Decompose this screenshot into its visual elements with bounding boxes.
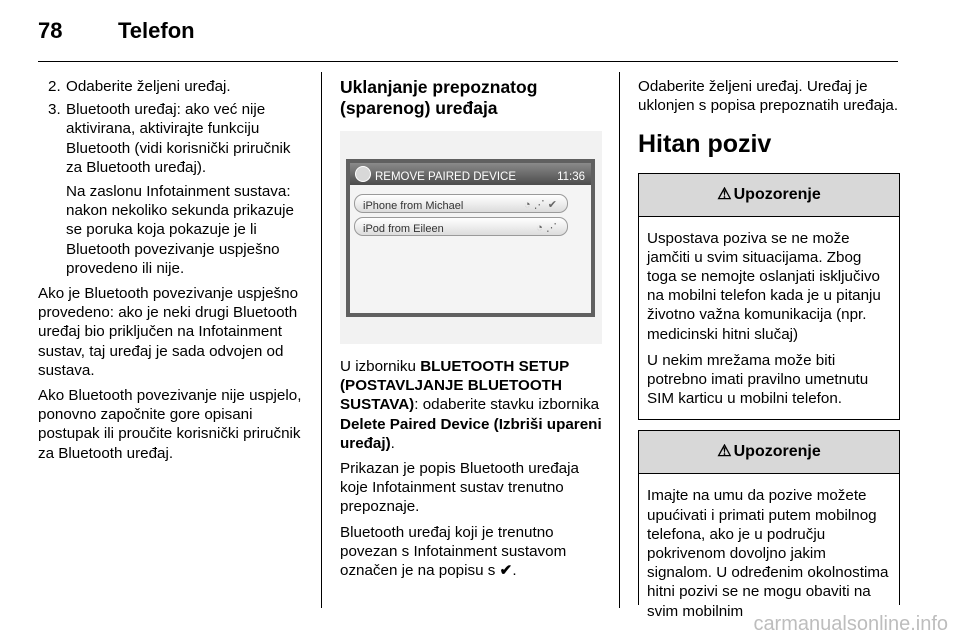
- warning-title: Upozorenje: [733, 443, 821, 461]
- paragraph: Prikazan je popis Bluetooth uređaja koje Infotainment sustav trenutno prepoznaje.: [340, 460, 579, 516]
- warning-title: Upozorenje: [733, 185, 821, 203]
- step-subtext: Na zaslonu Infotainment sustava: nakon nekoliko sekunda prikazuje se poruka koja pokazuje je li Bluetooth povezivanje uspješno provedeno ili nije.: [66, 183, 294, 277]
- infotainment-screen: [346, 159, 595, 317]
- menu-item-name: Delete Paired Device (Izbriši upareni uređaj): [340, 415, 602, 452]
- disc-icon: [355, 166, 371, 182]
- section-heading: Uklanjanje prepoznatog (sparenog) uređaja: [340, 77, 538, 118]
- screen-title-bar: [350, 163, 591, 185]
- device-row-iphone[interactable]: [354, 194, 568, 213]
- warning-box: [638, 173, 900, 421]
- warning-box: [638, 430, 900, 620]
- menu-name: BLUETOOTH SETUP (POSTAVLJANJE BLUETOOTH SUSTAVA): [340, 358, 569, 414]
- paragraph: Ako Bluetooth povezivanje nije uspjelo, ponovno započnite gore opisani postupak ili proučite korisnički priručnik za Bluetooth uređaj.: [38, 387, 302, 462]
- checkmark-icon: ✔: [499, 562, 513, 580]
- device-row-ipod[interactable]: [354, 217, 568, 236]
- warning-header: [639, 431, 899, 474]
- step-text: Odaberite željeni uređaj.: [66, 78, 231, 95]
- paragraph: Ako je Bluetooth povezivanje uspješno provedeno: ako je neki drugi Bluetooth uređaj bio priključen na Infotainment sustav, taj uređaj je sada odvojen od sustava.: [38, 285, 299, 379]
- step-item: [38, 77, 310, 96]
- paragraph: Bluetooth uređaj koji je trenutno povezan s Infotainment sustavom označen je na popisu s ✔.: [340, 523, 567, 580]
- step-text: Bluetooth uređaj: ako već nije aktivirana, aktivirajte funkciju Bluetooth (vidi korisnički priručnik za Bluetooth uređaj).: [66, 101, 291, 176]
- screen-clock: 11:36: [557, 171, 585, 183]
- step-item: [38, 100, 310, 278]
- device-label: iPod from Eileen: [363, 223, 444, 235]
- column-2: [340, 77, 602, 586]
- warning-header: [639, 174, 899, 217]
- warning-text: U nekim mrežama može biti potrebno imati pravilno umetnutu SIM karticu u mobilni telefon.: [647, 351, 869, 408]
- warning-icon: ⚠: [717, 443, 732, 461]
- screen-content: [350, 163, 591, 313]
- page-title: Telefon: [118, 18, 195, 43]
- warning-body: [639, 474, 899, 631]
- paragraph: U izborniku BLUETOOTH SETUP (POSTAVLJANJE BLUETOOTH SUSTAVA): odaberite stavku izbornika Delete Paired Device (Izbriši upareni uređaj).: [340, 358, 602, 452]
- column-divider-left: [321, 72, 322, 608]
- page-number: 78: [38, 18, 63, 43]
- column-1: [38, 77, 310, 469]
- column-3: [638, 77, 900, 620]
- screen-figure: [340, 131, 602, 344]
- paragraph: Odaberite željeni uređaj. Uređaj je uklonjen s popisa prepoznatih uređaja.: [638, 78, 899, 115]
- device-label: iPhone from Michael: [363, 200, 464, 212]
- device-status-icons: ◔ ⋰ ✔: [524, 199, 557, 211]
- warning-body: [639, 217, 899, 420]
- warning-text: Imajte na umu da pozive možete upućivati i primati putem mobilnog telefona, ako je u području pokrivenom dovoljno jakim signalom. U određenim okolnostima hitni pozivi se ne mogu obaviti na svim mobilnim: [647, 487, 889, 620]
- step-number: 3.: [48, 101, 61, 119]
- warning-text: Uspostava poziva se ne može jamčiti u svim situacijama. Zbog toga se nemojte oslanjati isključivo na mobilni telefon kada je u pitanju životno važna komunikacija (npr. medicinski hitni slučaj): [647, 229, 881, 343]
- column-divider-right: [619, 72, 620, 608]
- device-status-icons: ◔ ⋰: [536, 222, 557, 234]
- section-heading: Hitan poziv: [638, 130, 772, 159]
- header-divider: [38, 61, 898, 62]
- watermark: carmanualsonline.info: [753, 613, 948, 635]
- steps-list: [38, 77, 310, 278]
- warning-icon: ⚠: [717, 185, 732, 203]
- step-number: 2.: [48, 78, 61, 95]
- screen-title: REMOVE PAIRED DEVICE: [375, 171, 517, 183]
